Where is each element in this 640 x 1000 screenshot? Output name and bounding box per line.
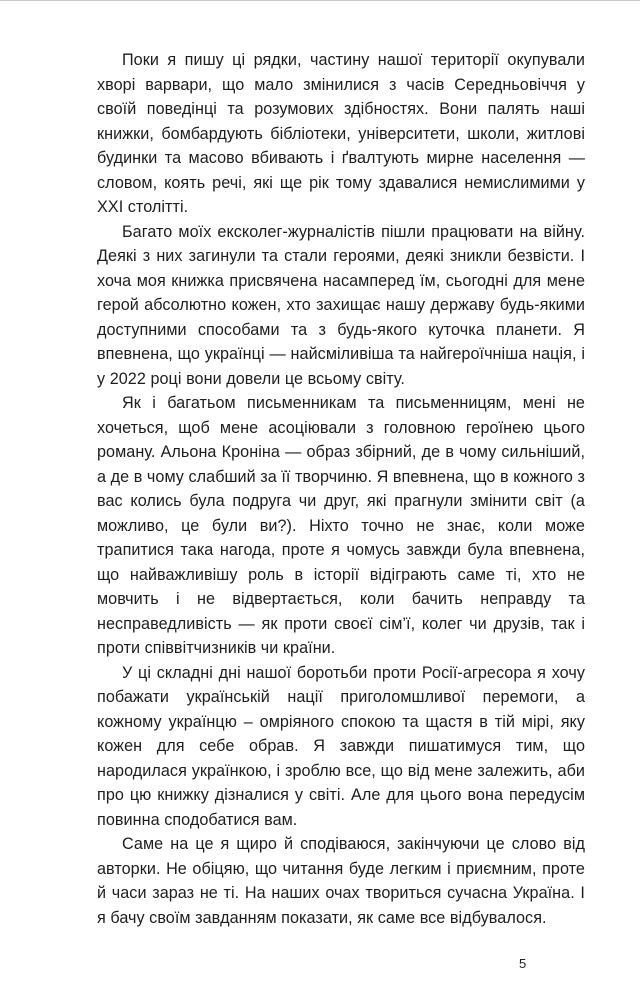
paragraph-3: Як і багатьом письменникам та письменницям, мені не хочеться, щоб мене асоціювали з головною героїнею цього роману. Альона Кроніна — образ збірний, де в чому сильніший, а де в чому слабший за її творчиню. Я впевнена, що в кожного з вас колись була подруга чи друг, які прагнули змінити світ (а можливо, це були ви?). Ніхто точно не знає, коли може трапитися така нагода, проте я чомусь завжди була впевнена, що найважливішу роль в історії відіграють саме ті, хто не мовчить і не відвертається, коли бачить неправду та несправедливість — як проти своєї сім’ї, колег чи друзів, так і проти співвітчизників чи країни. [97, 394, 585, 657]
page-number: 5 [519, 956, 527, 971]
paragraph-2: Багато моїх ексколег-журналістів пішли працювати на війну. Деякі з них загинули та стали героями, деякі зникли безвісти. І хоча моя книжка присвячена насамперед їм, сьогодні для мене герой абсолютно кожен, хто захищає нашу державу будь-якими доступними способами та з будь-якого куточка планети. Я впевнена, що українці — найсміливіша та найгероїчніша нація, і у 2022 році вони довели це всьому світу. [97, 222, 585, 388]
paragraph-5: Саме на це я щиро й сподіваюся, закінчуючи це слово від авторки. Не обіцяю, що читання буде легким і приємним, проте й часи зараз не ті. На наших очах твориться сучасна Україна. І я бачу своїм завданням показати, як саме все відбувалося. [97, 835, 585, 927]
body-text [97, 48, 585, 930]
top-edge-line [0, 0, 640, 1]
paragraph-4: У ці складні дні нашої боротьби проти Росії-агресора я хочу побажати українській нації приголомшливої перемоги, а кожному українцю – омріяного спокою та щастя в тій мірі, яку кожен для себе обрав. Я завжди пишатимуся тим, що народилася українкою, і зроблю все, що від мене залежить, аби про цю книжку дізналися у світі. Але для цього вона передусім повинна сподобатися вам. [97, 663, 585, 829]
paragraph-1: Поки я пишу ці рядки, частину нашої території окупували хворі варвари, що мало змінилися з часів Середньовіччя у своїй поведінці та розумових здібностях. Вони палять наші книжки, бомбардують бібліотеки, університети, школи, житлові будинки та масово вбивають і ґвалтують мирне населення — словом, коять речі, які ще рік тому здавалися немислимими у ХХІ столітті. [97, 51, 585, 216]
